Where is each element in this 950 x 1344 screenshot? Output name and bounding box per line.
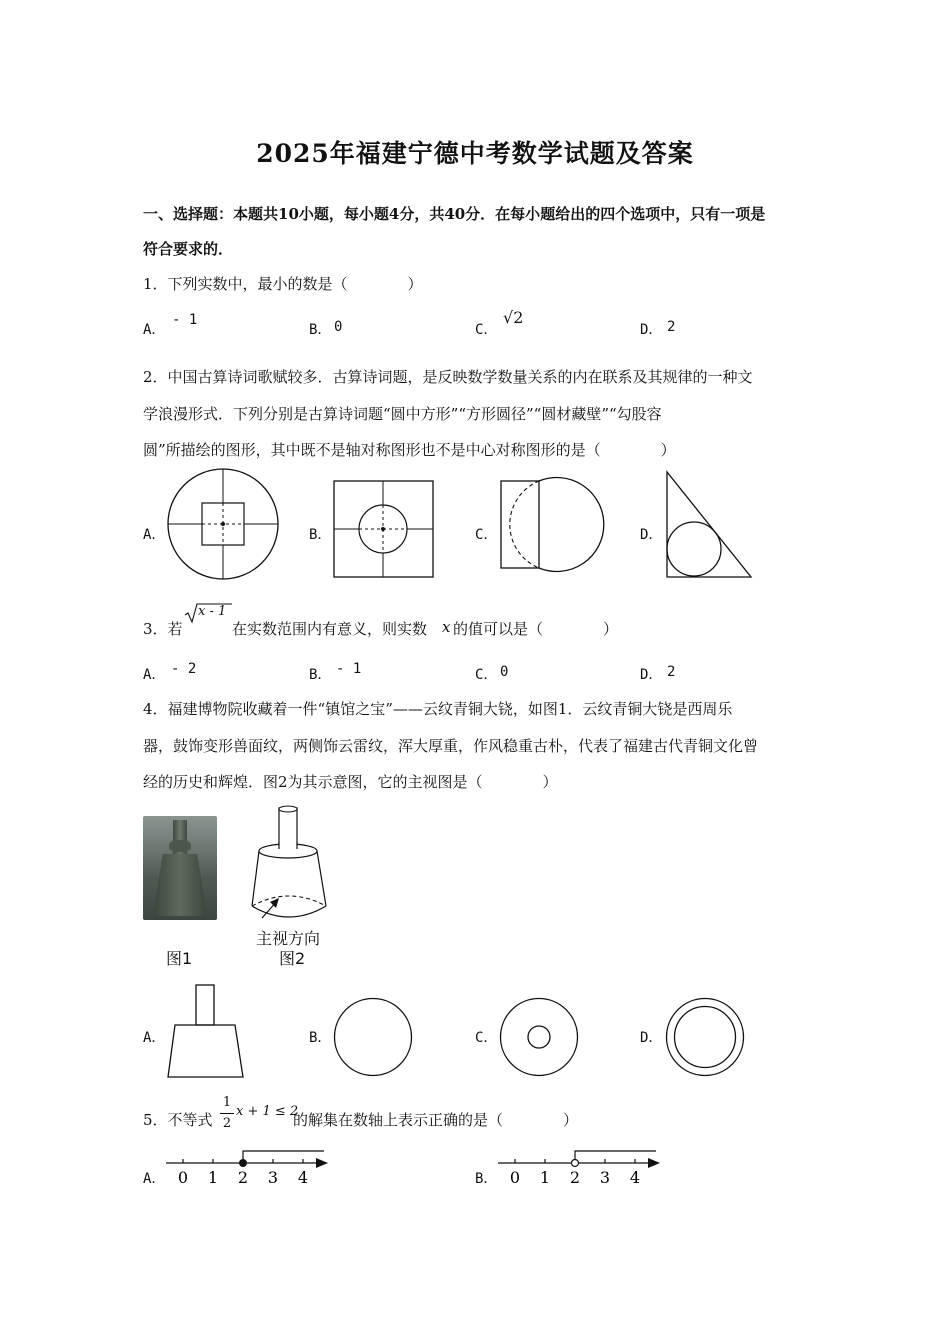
q2-option-c-label: C． [475, 527, 498, 543]
q1-option-c-value: √2 [503, 308, 524, 327]
q3-option-b-label: B． [309, 667, 332, 683]
question-4-line2: 器，鼓饰变形兽面纹，两侧饰云雷纹，浑大厚重，作风稳重古朴，代表了福建古代青铜文化曾 [143, 737, 759, 755]
question-5-suffix: 的解集在数轴上表示正确的是（ ） [293, 1111, 579, 1129]
q3-option-d-value: 2 [667, 664, 676, 680]
q4-figure-c [499, 997, 579, 1077]
q2-option-b-label: B． [309, 527, 332, 543]
q5b-tick-2: 2 [569, 1168, 581, 1187]
q5a-tick-0: 0 [177, 1168, 189, 1187]
q5a-tick-3: 3 [267, 1168, 279, 1187]
q5a-tick-1: 1 [207, 1168, 219, 1187]
q2-figure-c [499, 469, 629, 583]
question-3-suffix: 在实数范围内有意义，则实数 [232, 620, 428, 638]
q5-inequality-expression: x + 1 ≤ 2 [236, 1104, 299, 1119]
question-3-suffix2: 的值可以是（ ） [453, 620, 619, 638]
figure-2-caption: 图2 [279, 949, 306, 968]
q1-option-b-label: B． [309, 322, 332, 338]
question-2-line2: 学浪漫形式．下列分别是古算诗词题“圆中方形”“方形圆径”“圆材藏壁”“勾股容 [143, 405, 662, 423]
q2-figure-b [333, 480, 434, 578]
question-2-line3: 圆”所描绘的图形，其中既不是轴对称图形也不是中心对称图形的是（ ） [143, 441, 676, 459]
q5-fraction-numerator: 1 [222, 1095, 232, 1110]
q3-option-d-label: D． [640, 667, 663, 683]
figure-1-caption: 图1 [166, 949, 193, 968]
question-5-prefix: 5．不等式 [143, 1111, 213, 1129]
page-title: 2025年福建宁德中考数学试题及答案 [256, 139, 694, 168]
section-heading-cont: 符合要求的． [143, 240, 234, 258]
q4-option-b-label: B． [309, 1030, 332, 1046]
q1-option-d-label: D． [640, 322, 663, 338]
q3-option-a-label: A． [143, 667, 166, 683]
q5b-tick-0: 0 [509, 1168, 521, 1187]
section-heading: 一、选择题：本题共10小题，每小题4分，共40分．在每小题给出的四个选项中，只有一项是 [143, 205, 766, 223]
q3-option-a-value: - 2 [171, 661, 197, 677]
q1-option-d-value: 2 [667, 319, 676, 335]
bronze-bell-photo [143, 816, 217, 920]
q4-option-c-label: C． [475, 1030, 498, 1046]
q4-figure-a [166, 984, 250, 1080]
q1-option-b-value: 0 [334, 319, 343, 335]
q3-option-c-value: 0 [500, 664, 509, 680]
q5a-tick-4: 4 [297, 1168, 309, 1187]
q5b-tick-4: 4 [629, 1168, 641, 1187]
q1-option-c-label: C． [475, 322, 498, 338]
q5-number-line-a [166, 1150, 332, 1190]
q4-figure-d [665, 997, 745, 1077]
question-4-line1: 4．福建博物院收藏着一件“镇馆之宝”——云纹青铜大铙，如图1．云纹青铜大铙是西周乐 [143, 700, 733, 718]
bell-schematic-figure [250, 806, 340, 924]
q5b-tick-3: 3 [599, 1168, 611, 1187]
q5-fraction-denominator: 2 [222, 1116, 232, 1131]
q5b-tick-1: 1 [539, 1168, 551, 1187]
q5a-tick-2: 2 [237, 1168, 249, 1187]
q3-option-b-value: - 1 [336, 661, 362, 677]
q4-figure-b [333, 997, 413, 1077]
q5-fraction-bar [220, 1113, 234, 1114]
q5-option-b-label: B． [475, 1171, 498, 1187]
q2-option-d-label: D． [640, 527, 663, 543]
q5-option-a-label: A． [143, 1171, 166, 1187]
q3-radical-content: x - 1 [198, 604, 227, 619]
q2-figure-a [166, 468, 280, 580]
question-3-prefix: 3．若 [143, 620, 183, 638]
q3-option-c-label: C． [475, 667, 498, 683]
q4-option-d-label: D． [640, 1030, 663, 1046]
question-2-line1: 2．中国古算诗词歌赋较多．古算诗词题，是反映数学数量关系的内在联系及其规律的一种文 [143, 368, 753, 386]
q2-figure-d [664, 469, 754, 579]
question-4-line3: 经的历史和辉煌．图2为其示意图，它的主视图是（ ） [143, 773, 558, 791]
q5-number-line-b [498, 1150, 664, 1190]
q1-option-a-label: A． [143, 322, 166, 338]
q1-option-a-value: - 1 [172, 312, 198, 328]
q2-option-a-label: A． [143, 527, 166, 543]
view-direction-label: 主视方向 [256, 929, 321, 948]
question-1-stem: 1．下列实数中，最小的数是（ ） [143, 275, 423, 293]
q4-option-a-label: A． [143, 1030, 166, 1046]
question-3-variable: x [442, 618, 451, 636]
